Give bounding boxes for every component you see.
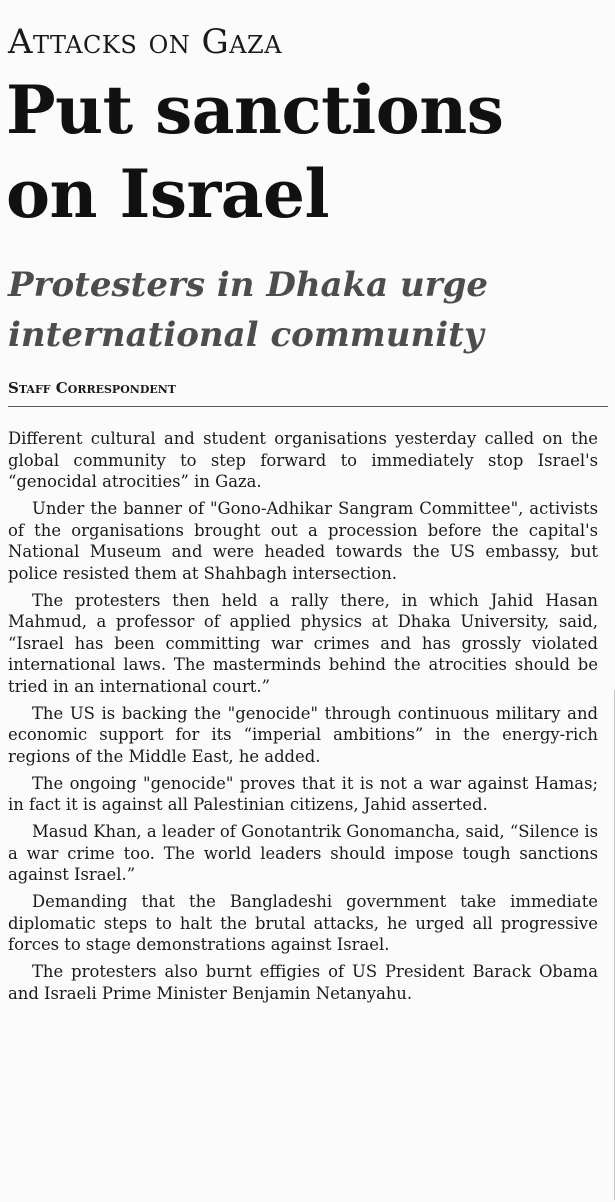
paragraph: Under the banner of "Gono-Adhikar Sangram Committee", activists of the organisations brought out a procession before the capital's National Museum and were headed towards the US embassy, but police resisted them at Shahbagh intersection. [8,499,598,583]
byline: Staff Correspondent [8,379,176,397]
subheadline [8,260,488,360]
subheadline-line-2: international community [8,315,484,355]
paragraph: Different cultural and student organisations yesterday called on the global community to step forward to immediately stop Israel's “genocidal atrocities” in Gaza. [8,429,598,491]
paragraph: The protesters also burnt effigies of US President Barack Obama and Israeli Prime Minister Benjamin Netanyahu. [8,962,598,1003]
paragraph: The ongoing "genocide" proves that it is not a war against Hamas; in fact it is against all Palestinian citizens, Jahid asserted. [8,773,598,814]
article-body [8,428,598,1010]
headline [6,68,503,236]
headline-line-1: Put sanctions [6,71,504,149]
paragraph: The US is backing the "genocide" through continuous military and economic support for its “imperial ambitions” in the energy-rich regions of the Middle East, he added. [8,703,598,766]
byline-divider [8,406,608,407]
paragraph: Masud Khan, a leader of Gonotantrik Gonomancha, said, “Silence is a war crime too. The world leaders should impose tough sanctions against Israel.” [8,822,598,884]
kicker-label: Attacks on Gaza [8,22,283,62]
subheadline-line-1: Protesters in Dhaka urge [8,265,489,305]
paragraph: Demanding that the Bangladeshi government take immediate diplomatic steps to halt the brutal attacks, he urged all progressive forces to stage demonstrations against Israel. [8,892,598,954]
headline-line-2: on Israel [6,155,330,233]
paragraph: The protesters then held a rally there, in which Jahid Hasan Mahmud, a professor of applied physics at Dhaka University, said, “Israel has been committing war crimes and has grossly violated international laws. The masterminds behind the atrocities should be tried in an international court.” [8,590,598,696]
